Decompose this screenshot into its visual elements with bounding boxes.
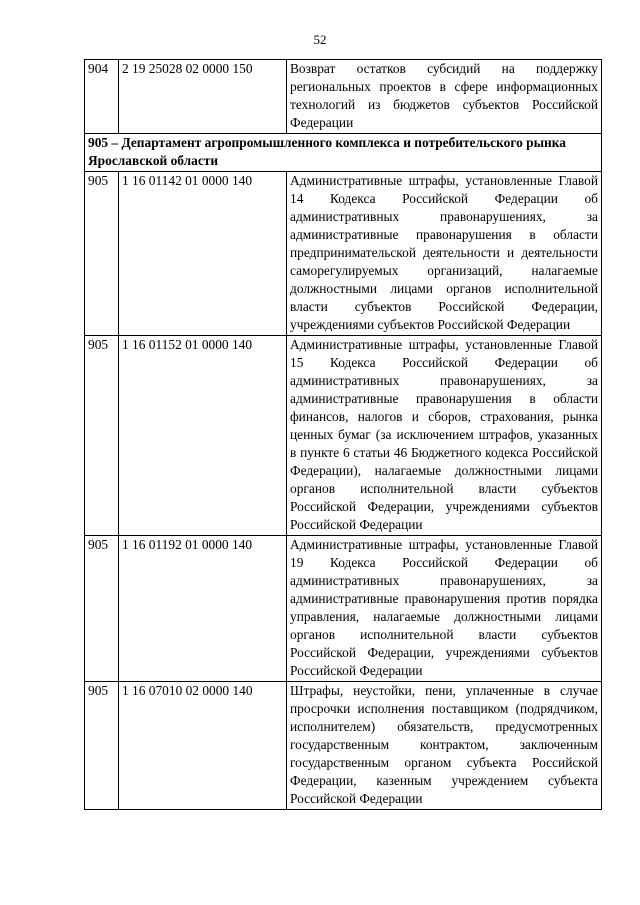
admin-code-cell: 904 (85, 60, 119, 134)
section-header-row (85, 134, 602, 172)
admin-code-cell: 905 (85, 172, 119, 336)
table-row (85, 336, 602, 536)
admin-code-cell: 905 (85, 336, 119, 536)
table-row (85, 172, 602, 336)
kbk-code-cell: 1 16 01142 01 0000 140 (119, 172, 287, 336)
kbk-code-cell: 1 16 07010 02 0000 140 (119, 682, 287, 810)
revenue-name-cell: Административные штрафы, установленные Главой 14 Кодекса Российской Федерации об административных правонарушениях, за административные правонарушения в области предпринимательской деятельности и деятельности саморегулируемых организаций, налагаемые должностными лицами органов исполнительной власти субъектов Российской Федерации, учреждениями субъектов Российской Федерации (287, 172, 602, 336)
table-row (85, 536, 602, 682)
table-row (85, 682, 602, 810)
table-row (85, 60, 602, 134)
kbk-code-cell: 1 16 01152 01 0000 140 (119, 336, 287, 536)
revenue-name-cell: Штрафы, неустойки, пени, уплаченные в случае просрочки исполнения поставщиком (подрядчиком, исполнителем) обязательств, предусмотренных государственным контрактом, заключенным государственным органом субъекта Российской Федерации, казенным учреждением субъекта Российской Федерации (287, 682, 602, 810)
revenue-name-cell: Административные штрафы, установленные Главой 15 Кодекса Российской Федерации об административных правонарушениях, за административные правонарушения в области финансов, налогов и сборов, страхования, рынка ценных бумаг (за исключением штрафов, указанных в пункте 6 статьи 46 Бюджетного кодекса Российской Федерации), налагаемые должностными лицами органов исполнительной власти субъектов Российской Федерации, учреждениями субъектов Российской Федерации (287, 336, 602, 536)
page-number: 52 (313, 32, 327, 47)
admin-code-cell: 905 (85, 682, 119, 810)
budget-classification-table (84, 59, 602, 810)
kbk-code-cell: 1 16 01192 01 0000 140 (119, 536, 287, 682)
section-header: 905 – Департамент агропромышленного комплекса и потребительского рынка Ярославской области (85, 134, 602, 172)
revenue-name-cell: Возврат остатков субсидий на поддержку региональных проектов в сфере информационных технологий из бюджетов субъектов Российской Федерации (287, 60, 602, 134)
revenue-name-cell: Административные штрафы, установленные Главой 19 Кодекса Российской Федерации об административных правонарушениях, за административные правонарушения против порядка управления, налагаемые должностными лицами органов исполнительной власти субъектов Российской Федерации, учреждениями субъектов Российской Федерации (287, 536, 602, 682)
kbk-code-cell: 2 19 25028 02 0000 150 (119, 60, 287, 134)
admin-code-cell: 905 (85, 536, 119, 682)
